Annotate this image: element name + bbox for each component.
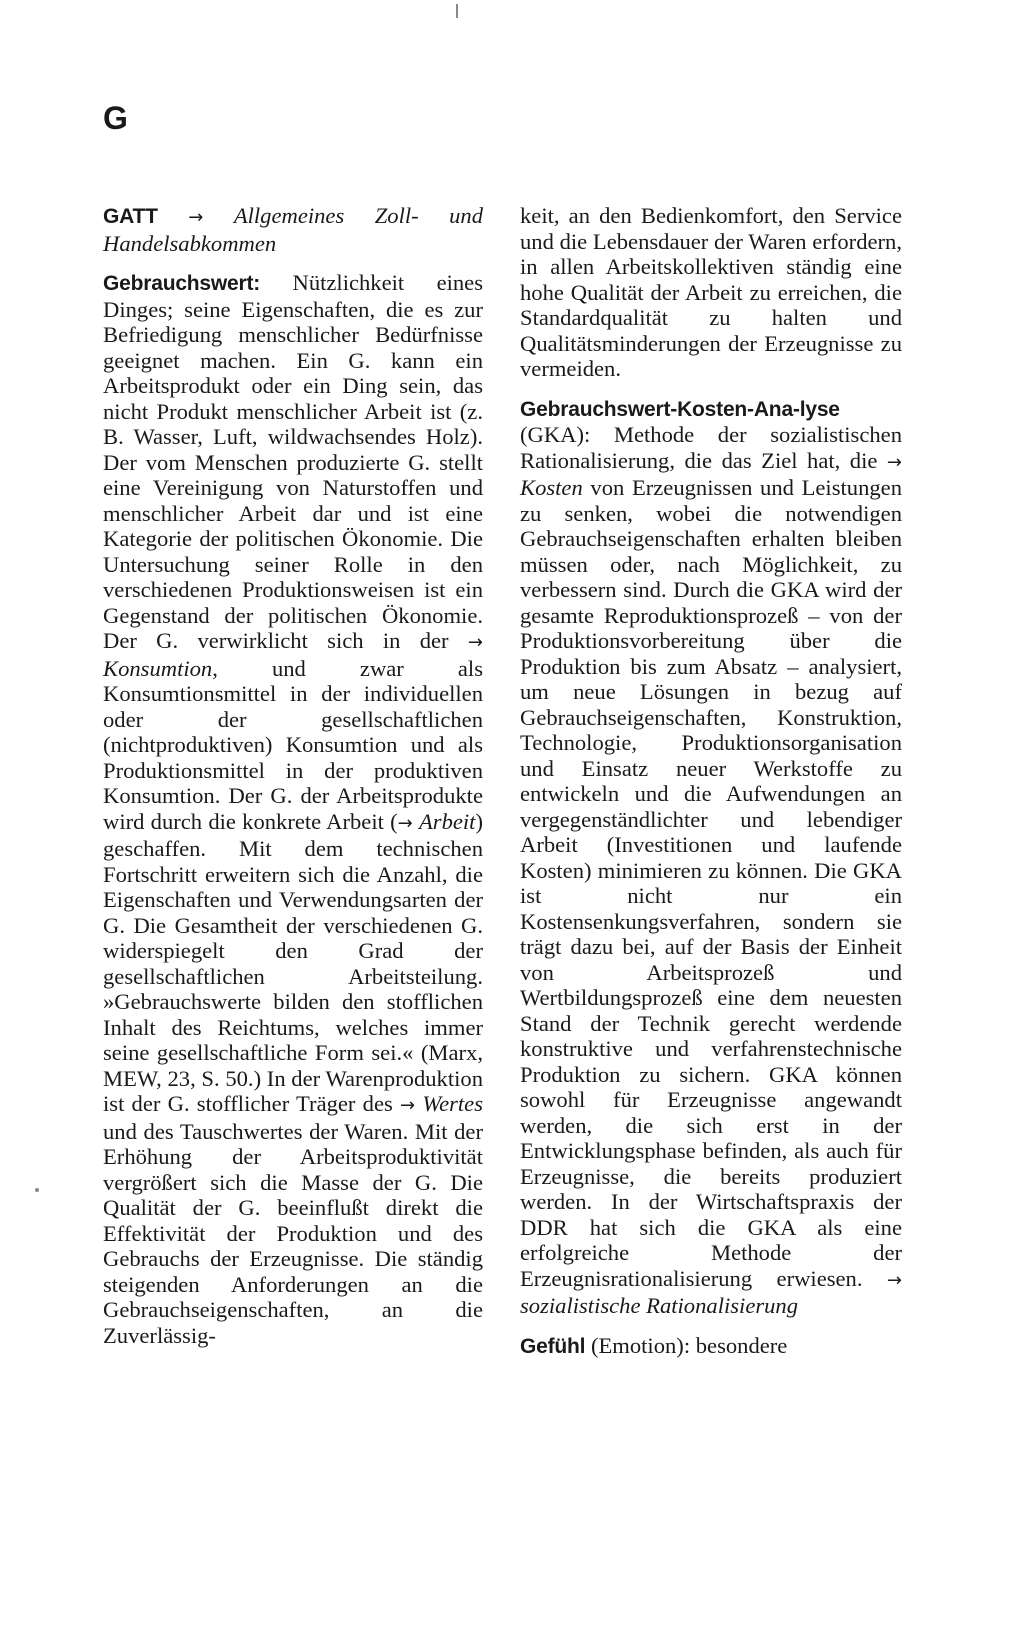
headword-gka-part1: Gebrauchswert-Kosten-Ana- <box>520 397 800 421</box>
cross-reference-gatt: Allgemeines Zoll- und Handelsabkommen <box>103 203 483 256</box>
definition-text: (Emotion): besondere <box>590 1332 788 1358</box>
right-column <box>520 203 902 1373</box>
cross-reference-arrow-icon: → <box>400 1095 416 1116</box>
entry-gatt <box>103 203 483 256</box>
cross-reference-arbeit: Arbeit <box>418 808 476 834</box>
entry-gefuehl <box>520 1333 902 1360</box>
cross-reference-arrow-icon: → <box>886 451 902 473</box>
cross-reference-kosten: Kosten <box>520 475 583 500</box>
headword-gatt: GATT <box>103 205 158 228</box>
definition-text: , und zwar als Konsumtionsmittel in der individuellen oder der gesellschaftlichen (nichtproduktiven) Konsumtion und als Produktionsmittel in der produktiven Konsumtion. Der G. der Arbeitsprodukte wird durch die konkrete Arbeit ( <box>103 655 483 834</box>
definition-text: Nützlichkeit eines Dinges; seine Eigenschaften, die es zur Befriedigung menschlicher Bedürfnisse geeignet machen. Ein G. kann ein Arbeitsprodukt oder ein Ding sein, das nicht Produkt menschlicher Arbeit ist (z. B. Wasser, Luft, wildwachsendes Holz). Der vom Menschen produzierte G. stellt eine Vereinigung von Naturstoffen und menschlicher Arbeit dar und ist eine Kategorie der politischen Ökonomie. Die Untersuchung seiner Rolle in den verschiedenen Produktionsweisen ist ein Gegenstand der politischen Ökonomie. Der G. verwirklicht sich in der <box>103 270 483 653</box>
cross-reference-konsumtion: Konsumtion <box>103 655 213 681</box>
left-column <box>103 203 483 1362</box>
cross-reference-arrow-icon: → <box>188 207 204 228</box>
cross-reference-wertes: Wertes <box>422 1091 483 1116</box>
section-letter: G <box>103 100 128 136</box>
entry-gebrauchswert-continued <box>520 203 902 382</box>
definition-text: ) geschaffen. Mit dem technischen Fortschritt erweitern sich die Anzahl, die Eigenschaften und Verwendungsarten der G. Die Gesamtheit der verschiedenen G. widerspiegelt den Grad der gesellschaftlichen Arbeitsteilung. »Gebrauchswerte bilden den stofflichen Inhalt des Reichtums, welches immer seine gesellschaftliche Form sei.« (Marx, MEW, 23, S. 50.) In der Warenproduktion ist der G. stofflicher Träger des <box>103 808 483 1116</box>
definition-text: von Erzeugnissen und Leistungen zu senken, wobei die notwendigen Gebrauchseigenschaften erhalten bleiben müssen oder, nach Möglichkeit, zu verbessern sind. Durch die GKA wird der gesamte Reproduktionsprozeß – von der Produktionsvorbereitung über die Produktion bis zum Absatz – analysiert, um neue Lösungen in bezug auf Gebrauchseigenschaften, Konstruktion, Technologie, Produktionsorganisation und Einsatz neuer Werkstoffe zu entwickeln und die Aufwendungen an vergegenständlichter und lebendiger Arbeit (Investitionen und laufende Kosten) minimieren zu können. Die GKA ist nicht nur ein Kostensenkungsverfahren, sondern sie trägt dazu bei, auf der Basis der Einheit von Arbeitsprozeß und Wertbildungsprozeß eine dem neuesten Stand der Technik gerecht werdende konstruktive und verfahrenstechnische Produktion zu sichern. GKA können sowohl für Erzeugnisse angewandt werden, die sich erst in der Entwicklungsphase befinden, als auch für Erzeugnisse, die bereits produziert werden. In der Wirtschaftspraxis der DDR hat sich die GKA als eine erfolgreiche Methode der Erzeugnisrationalisierung erwiesen. <box>520 475 902 1291</box>
definition-text: keit, an den Bedienkomfort, den Service und die Lebensdauer der Waren erfordern, in allen Arbeitskollektiven ständig eine hohe Qualität der Arbeit zu erreichen, die Standardqualität zu halten und Qualitätsminderungen der Erzeugnisse zu vermeiden. <box>520 203 902 381</box>
cross-reference-arrow-icon: → <box>886 1269 902 1291</box>
cross-reference-arrow-icon: → <box>397 812 413 834</box>
headword-gebrauchswert: Gebrauchswert: <box>103 272 261 295</box>
definition-text: und des Tauschwertes der Waren. Mit der Erhöhung der Arbeitsproduktivität vergrößert sich die Masse der G. Die Qualität der G. beeinflußt direkt die Effektivität der Produktion und des Gebrauchs der Erzeugnisse. Die ständig steigenden Anforderungen an die Gebrauchseigenschaften, an die Zuverlässig- <box>103 1118 483 1348</box>
entry-gebrauchswert-kosten-analyse <box>520 396 902 1319</box>
scan-mark <box>456 4 458 18</box>
headword-gefuehl: Gefühl <box>520 1334 586 1358</box>
cross-reference-arrow-icon: → <box>467 632 483 653</box>
scan-mark <box>35 1188 39 1192</box>
cross-reference-sozialistische-rationalisierung: sozialistische Rationalisierung <box>520 1293 799 1318</box>
entry-gebrauchswert <box>103 270 483 1348</box>
definition-text: (GKA): Methode der sozialistischen Rationalisierung, die das Ziel hat, die <box>520 422 902 473</box>
headword-gka-part2: lyse <box>799 397 840 421</box>
